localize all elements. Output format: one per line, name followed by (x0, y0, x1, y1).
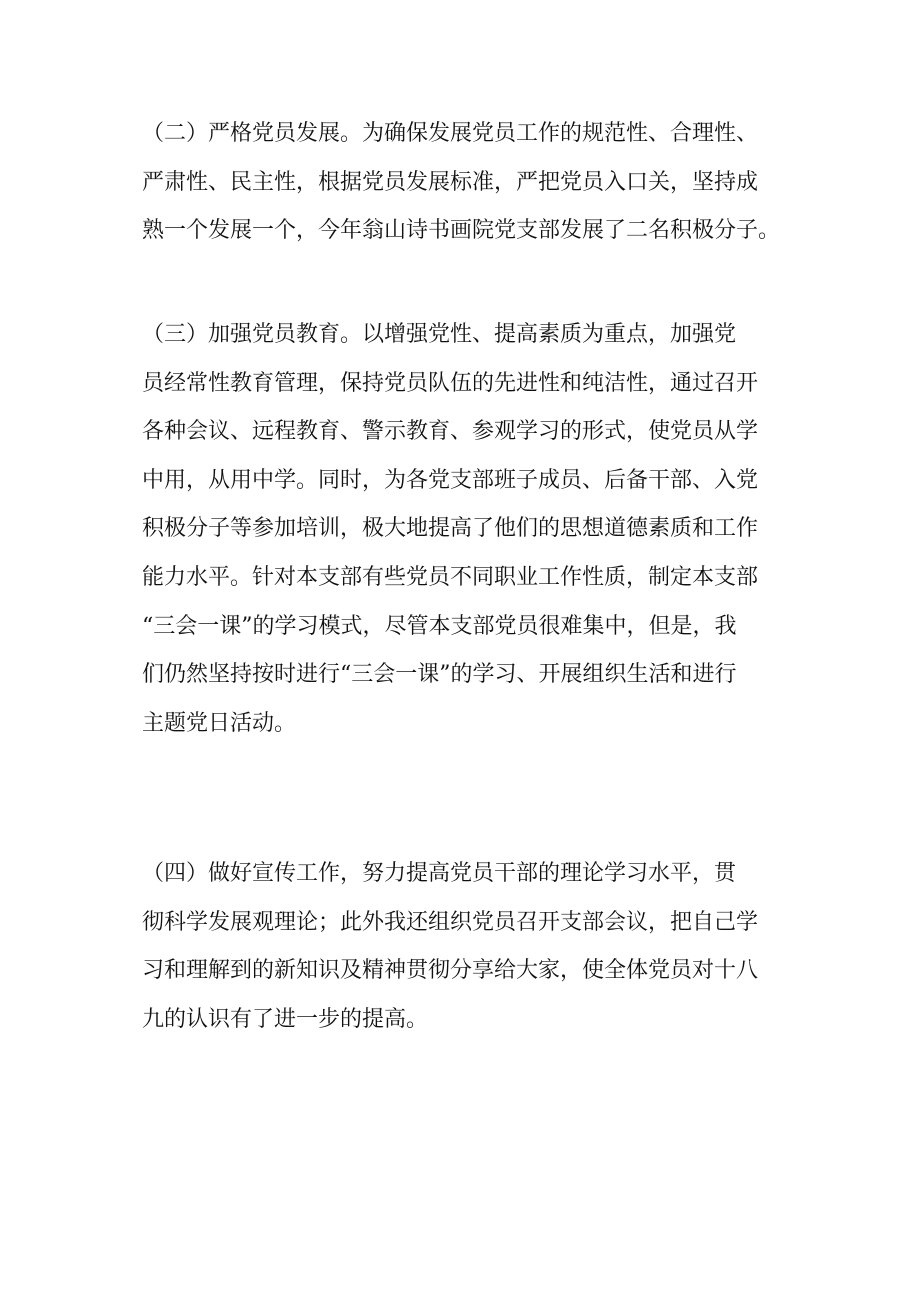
paragraph-line: 九的认识有了进一步的提高。 (142, 1006, 429, 1032)
paragraph-line: 积极分子等参加培训，极大地提高了他们的思想道德素质和工作 (142, 516, 759, 542)
paragraph-line: “三会一课”的学习模式，尽管本支部党员很难集中，但是，我 (142, 613, 737, 639)
paragraph-publicity-work (142, 850, 782, 1044)
paragraph-party-member-education (142, 311, 782, 748)
paragraph-line: 熟一个发展一个，今年翁山诗书画院党支部发展了二名积极分子。 (142, 218, 781, 244)
paragraph-line: （三）加强党员教育。以增强党性、提高素质为重点，加强党 (142, 322, 737, 347)
paragraph-line: （二）严格党员发展。为确保发展党员工作的规范性、合理性、 (142, 121, 759, 146)
paragraph-line: 彻科学发展观理论；此外我还组织党员召开支部会议，把自己学 (142, 909, 759, 935)
paragraph-line: （四）做好宣传工作，努力提高党员干部的理论学习水平，贯 (142, 861, 737, 886)
paragraph-line: 习和理解到的新知识及精神贯彻分享给大家，使全体党员对十八 (142, 958, 759, 984)
paragraph-line: 严肃性、民主性，根据党员发展标准，严把党员入口关，坚持成 (142, 169, 759, 195)
paragraph-line: 员经常性教育管理，保持党员队伍的先进性和纯洁性，通过召开 (142, 370, 759, 396)
paragraph-line: 各种会议、远程教育、警示教育、参观学习的形式，使党员从学 (142, 419, 759, 445)
paragraph-line: 能力水平。针对本支部有些党员不同职业工作性质，制定本支部 (142, 564, 759, 590)
paragraph-party-member-development (142, 110, 782, 256)
paragraph-line: 们仍然坚持按时进行“三会一课”的学习、开展组织生活和进行 (142, 662, 737, 688)
paragraph-line: 中用，从用中学。同时，为各党支部班子成员、后备干部、入党 (142, 467, 759, 493)
paragraph-line: 主题党日活动。 (142, 710, 297, 736)
